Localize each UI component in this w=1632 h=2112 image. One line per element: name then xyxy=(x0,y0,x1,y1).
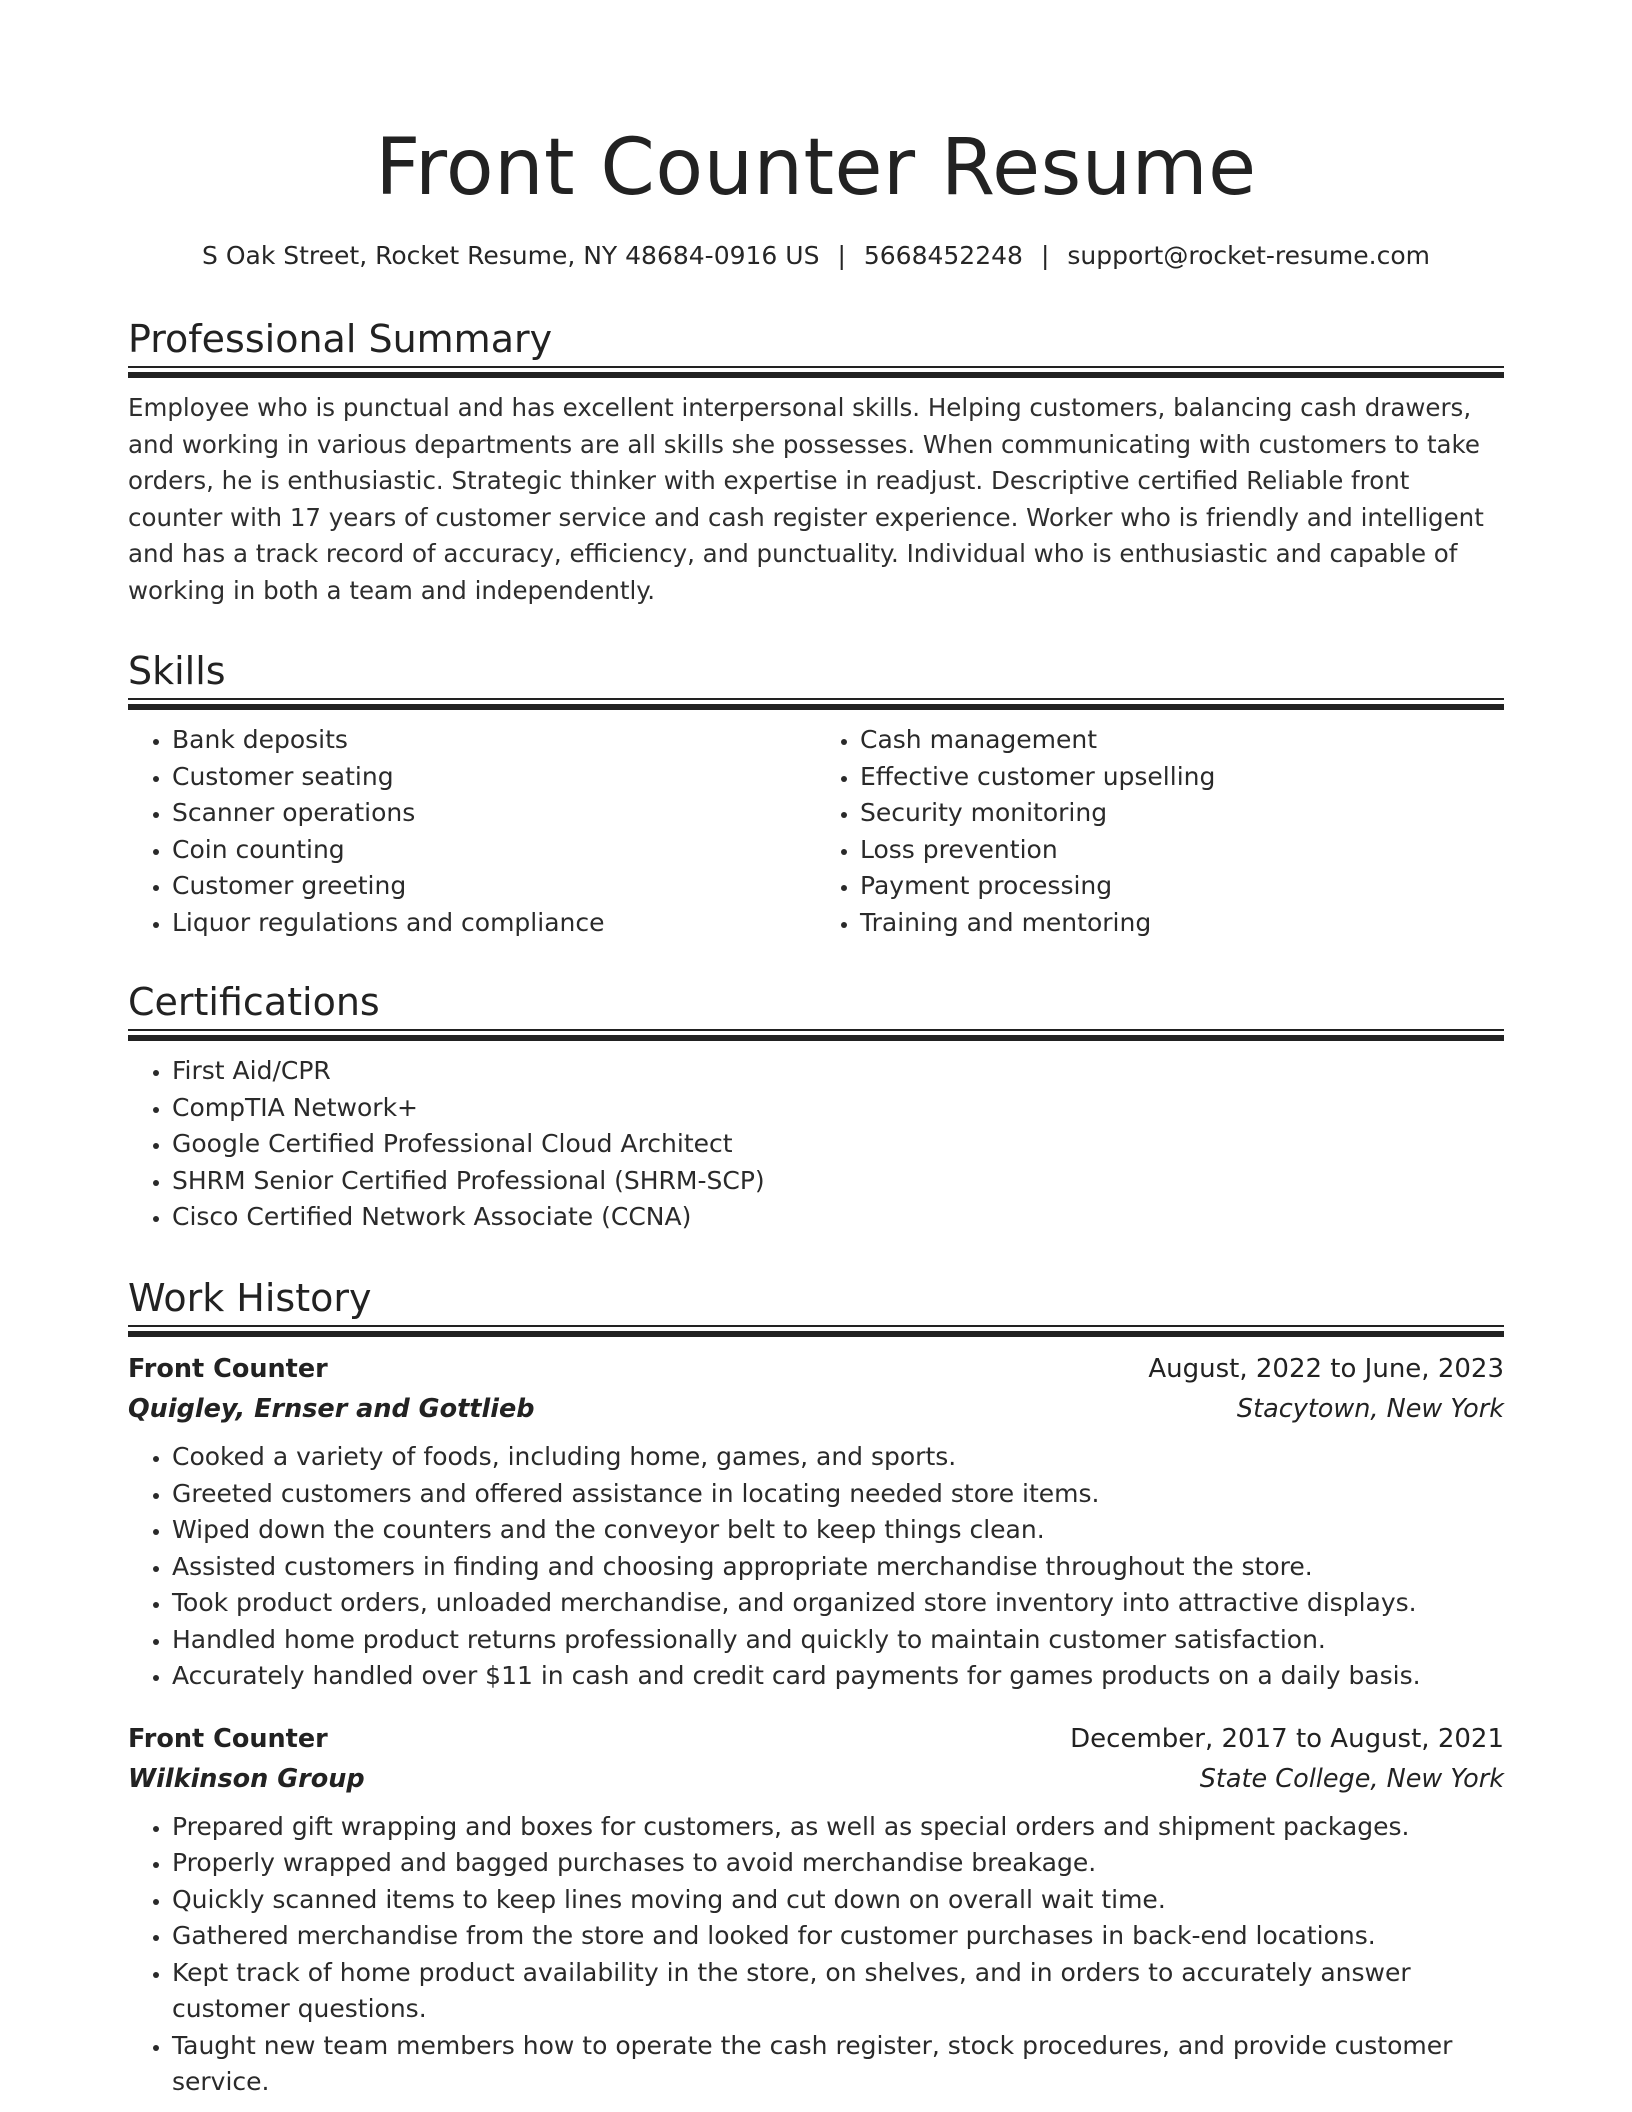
work-history-heading: Work History xyxy=(128,1276,372,1320)
job-company: Wilkinson Group xyxy=(128,1763,365,1794)
summary-text: Employee who is punctual and has excellent interpersonal skills. Helping customers, balancing cash drawers, and working in various departments are all skills she possesses. When communicating with customers to take orders, he is enthusiastic. Strategic thinker with expertise in readjust. Descriptive certified Reliable front counter with 17 years of customer service and cash register experience. Worker who is friendly and intelligent and has a track record of accuracy, efficiency, and punctuality. Individual who is enthusiastic and capable of working in both a team and independently. xyxy=(128,393,1484,605)
contact-separator: | xyxy=(1040,241,1050,270)
certifications-heading: Certifications xyxy=(128,980,380,1024)
certification-item: • Google Certified Professional Cloud Architect xyxy=(172,1126,1504,1163)
job-entry xyxy=(128,1719,1504,2101)
skill-item: • Cash management xyxy=(860,722,1504,759)
job-duty: • Cooked a variety of foods, including home, games, and sports. xyxy=(172,1439,1504,1476)
resume-title: Front Counter Resume xyxy=(375,123,1257,213)
contact-phone: 5668452248 xyxy=(863,241,1023,270)
job-header xyxy=(128,1349,1504,1389)
job-duty: • Kept track of home product availability in the store, on shelves, and in orders to accurately answer customer questions. xyxy=(172,1955,1504,2028)
job-header xyxy=(128,1719,1504,1759)
job-duty: • Gathered merchandise from the store and looked for customer purchases in back-end locations. xyxy=(172,1918,1504,1955)
job-duty: • Properly wrapped and bagged purchases to avoid merchandise breakage. xyxy=(172,1845,1504,1882)
section-divider xyxy=(128,1029,1504,1043)
job-title: Front Counter xyxy=(128,1723,328,1754)
section-divider xyxy=(128,1325,1504,1339)
skill-item: • Coin counting xyxy=(172,832,816,869)
job-subheader xyxy=(128,1759,1504,1799)
work-history-section xyxy=(128,1273,1504,2101)
job-subheader xyxy=(128,1389,1504,1429)
skills-columns xyxy=(128,722,1504,941)
certification-item: • CompTIA Network+ xyxy=(172,1090,1504,1127)
skill-item: • Liquor regulations and compliance xyxy=(172,905,816,942)
contact-separator: | xyxy=(837,241,846,270)
job-duty: • Handled home product returns professionally and quickly to maintain customer satisfaction. xyxy=(172,1622,1504,1659)
job-company: Quigley, Ernser and Gottlieb xyxy=(128,1394,535,1424)
job-location: State College, New York xyxy=(1199,1763,1504,1794)
section-divider xyxy=(128,698,1504,712)
job-entry xyxy=(128,1349,1504,1695)
certification-item: • First Aid/CPR xyxy=(172,1053,1504,1090)
job-duty: • Greeted customers and offered assistance in locating needed store items. xyxy=(172,1476,1504,1513)
job-duty: • Took product orders, unloaded merchandise, and organized store inventory into attractive displays. xyxy=(172,1585,1504,1622)
certification-item: • SHRM Senior Certified Professional (SHRM-SCP) xyxy=(172,1163,1504,1200)
certifications-list xyxy=(128,1053,1504,1236)
job-duty: • Taught new team members how to operate the cash register, stock procedures, and provide customer service. xyxy=(172,2028,1504,2101)
job-location: Stacytown, New York xyxy=(1236,1394,1504,1424)
section-divider xyxy=(128,366,1504,380)
job-duty: • Assisted customers in finding and choosing appropriate merchandise throughout the store. xyxy=(172,1549,1504,1586)
job-duties-list xyxy=(128,1439,1504,1695)
skill-item: • Training and mentoring xyxy=(860,905,1504,942)
job-title: Front Counter xyxy=(128,1354,328,1384)
skill-item: • Loss prevention xyxy=(860,832,1504,869)
job-duty: • Quickly scanned items to keep lines moving and cut down on overall wait time. xyxy=(172,1882,1504,1919)
job-dates: December, 2017 to August, 2021 xyxy=(1070,1723,1504,1754)
job-dates: August, 2022 to June, 2023 xyxy=(1148,1354,1504,1384)
certifications-section xyxy=(128,977,1504,1236)
skill-item: • Bank deposits xyxy=(172,722,816,759)
job-duty: • Prepared gift wrapping and boxes for customers, as well as special orders and shipment packages. xyxy=(172,1809,1504,1846)
skill-item: • Effective customer upselling xyxy=(860,759,1504,796)
contact-email: support@rocket-resume.com xyxy=(1067,241,1430,270)
skills-list-left xyxy=(128,722,816,941)
contact-line xyxy=(0,238,1632,274)
job-duty: • Wiped down the counters and the conveyor belt to keep things clean. xyxy=(172,1512,1504,1549)
skill-item: • Security monitoring xyxy=(860,795,1504,832)
skill-item: • Payment processing xyxy=(860,868,1504,905)
skill-item: • Scanner operations xyxy=(172,795,816,832)
skills-list-right xyxy=(816,722,1504,941)
job-duties-list xyxy=(128,1809,1504,2101)
skill-item: • Customer greeting xyxy=(172,868,816,905)
summary-heading: Professional Summary xyxy=(128,317,553,361)
skill-item: • Customer seating xyxy=(172,759,816,796)
skills-heading: Skills xyxy=(128,649,226,693)
certification-item: • Cisco Certified Network Associate (CCNA) xyxy=(172,1199,1504,1236)
job-duty: • Accurately handled over $11 in cash and credit card payments for games products on a daily basis. xyxy=(172,1658,1504,1695)
contact-address: S Oak Street, Rocket Resume, NY 48684-0916 US xyxy=(202,241,820,270)
summary-section xyxy=(128,314,1504,609)
skills-section xyxy=(128,646,1504,941)
